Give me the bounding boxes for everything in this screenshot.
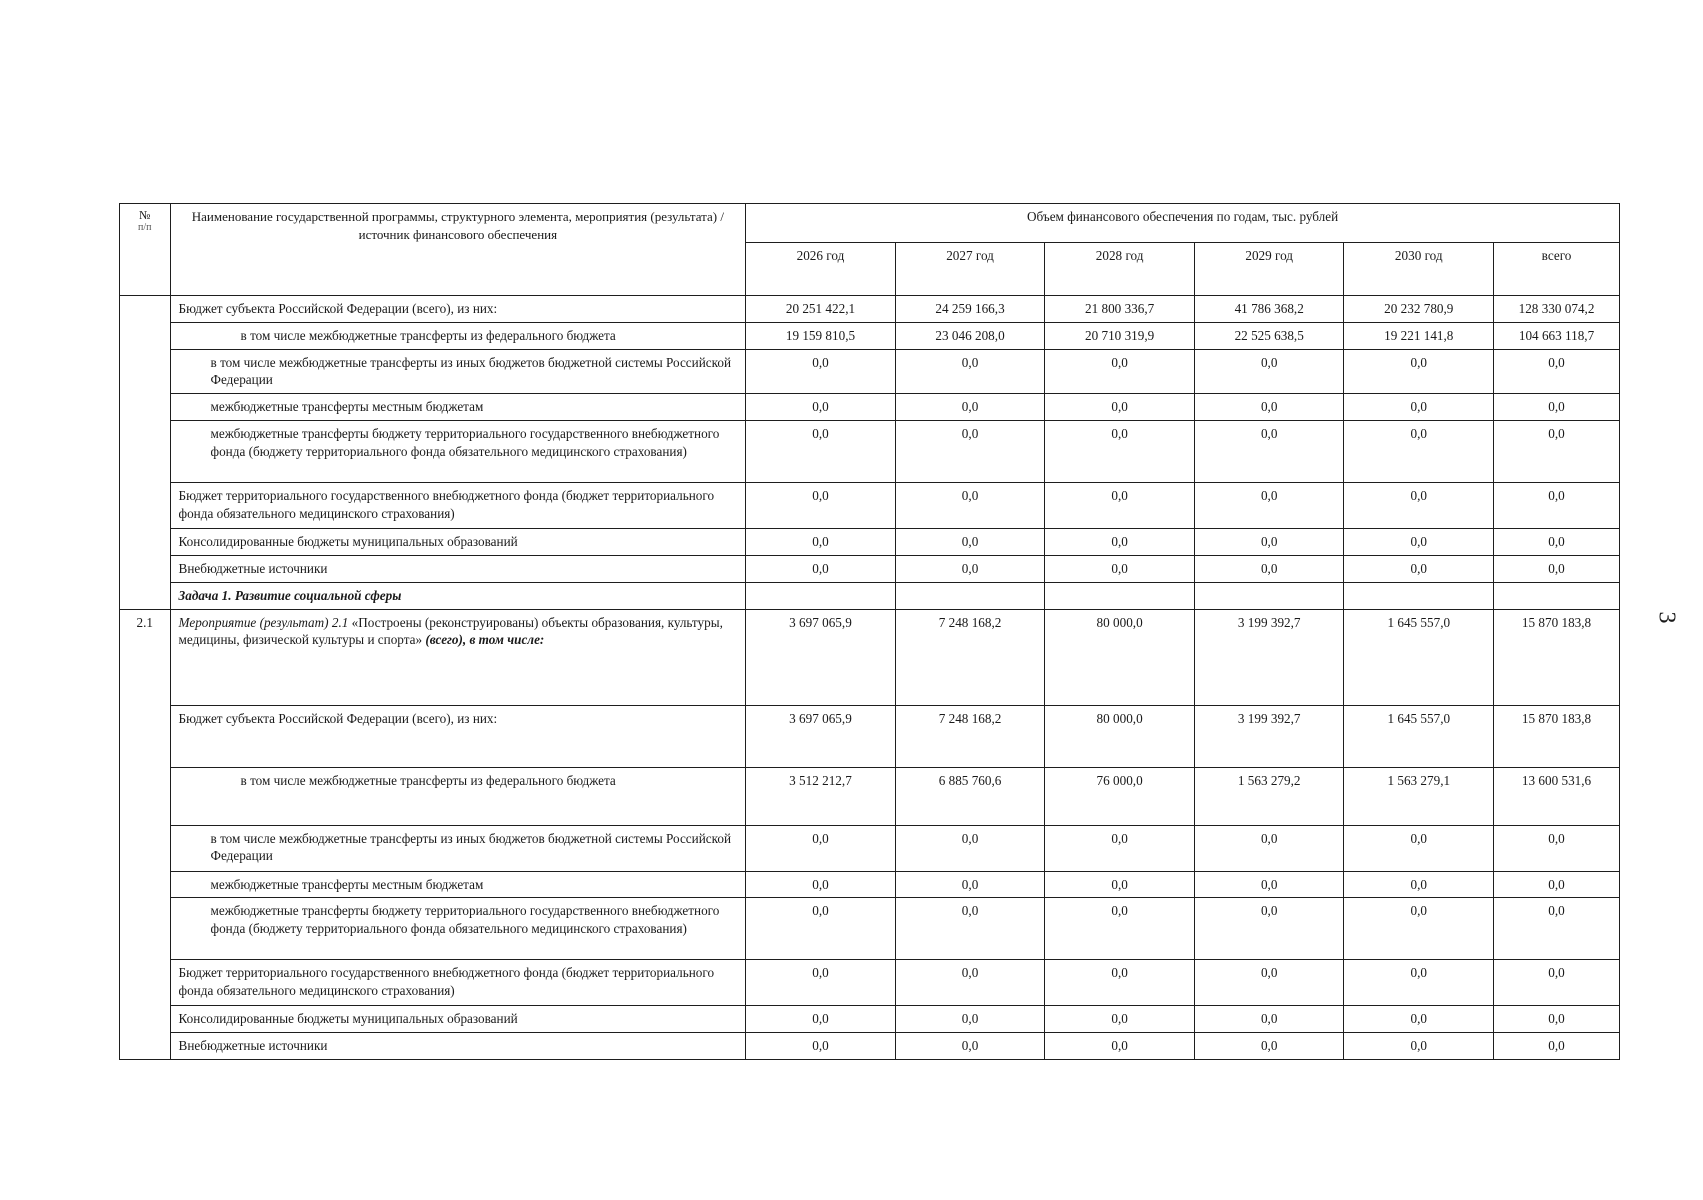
row-value: 7 248 168,2 xyxy=(895,705,1045,767)
header-year-2026: 2026 год xyxy=(746,243,896,296)
row-value: 13 600 531,6 xyxy=(1494,767,1620,825)
row-value: 3 512 212,7 xyxy=(746,767,896,825)
row-value: 0,0 xyxy=(746,349,896,394)
table-row xyxy=(120,767,1620,825)
row-value: 0,0 xyxy=(895,529,1045,556)
page-number: 3 xyxy=(1653,611,1680,624)
row-value: 15 870 183,8 xyxy=(1494,705,1620,767)
row-value: 0,0 xyxy=(1344,349,1494,394)
task-empty-cell xyxy=(1045,582,1195,609)
row-value: 0,0 xyxy=(746,483,896,529)
table-row xyxy=(120,871,1620,898)
header-number-cell xyxy=(120,204,171,296)
row-value: 0,0 xyxy=(1045,529,1195,556)
task-empty-cell xyxy=(1344,582,1494,609)
header-volume-cell xyxy=(746,204,1620,243)
row-value: 1 645 557,0 xyxy=(1344,705,1494,767)
row-value: 0,0 xyxy=(1344,825,1494,871)
row-value: 19 221 141,8 xyxy=(1344,322,1494,349)
row-label: Внебюджетные источники xyxy=(170,555,746,582)
financing-table xyxy=(119,203,1620,1060)
row-value: 0,0 xyxy=(1045,825,1195,871)
row-label: Бюджет субъекта Российской Федерации (всего), из них: xyxy=(170,296,746,323)
table-row xyxy=(120,349,1620,394)
event-value: 80 000,0 xyxy=(1045,609,1195,705)
row-value: 0,0 xyxy=(1344,483,1494,529)
table-row xyxy=(120,825,1620,871)
header-name: Наименование государственной программы, структурного элемента, мероприятия (результата) / источник финансового обеспечения xyxy=(191,209,724,242)
row-value: 0,0 xyxy=(1194,871,1344,898)
row-value: 0,0 xyxy=(746,394,896,421)
row-value: 0,0 xyxy=(1344,555,1494,582)
row-value: 0,0 xyxy=(1494,555,1620,582)
table-row xyxy=(120,421,1620,483)
event-label xyxy=(170,609,746,705)
row-value: 0,0 xyxy=(1344,898,1494,960)
task-empty-cell xyxy=(1494,582,1620,609)
event-value: 15 870 183,8 xyxy=(1494,609,1620,705)
row-value: 0,0 xyxy=(895,825,1045,871)
header-number-sub: п/п xyxy=(138,222,152,234)
row-value: 0,0 xyxy=(1494,421,1620,483)
row-label: межбюджетные трансферты местным бюджетам xyxy=(170,394,746,421)
row-value: 0,0 xyxy=(895,871,1045,898)
row-number-empty xyxy=(120,296,171,610)
row-value: 0,0 xyxy=(1045,555,1195,582)
row-value: 0,0 xyxy=(1344,394,1494,421)
row-value: 21 800 336,7 xyxy=(1045,296,1195,323)
header-number: № xyxy=(139,208,151,222)
row-value: 0,0 xyxy=(1194,529,1344,556)
event-row xyxy=(120,609,1620,705)
header-name-cell xyxy=(170,204,746,296)
row-label: Бюджет субъекта Российской Федерации (всего), из них: xyxy=(170,705,746,767)
row-value: 20 232 780,9 xyxy=(1344,296,1494,323)
header-year-2028: 2028 год xyxy=(1045,243,1195,296)
row-value: 0,0 xyxy=(1494,349,1620,394)
row-value: 0,0 xyxy=(1045,421,1195,483)
header-year-2030: 2030 год xyxy=(1344,243,1494,296)
row-value: 0,0 xyxy=(1045,871,1195,898)
row-value: 0,0 xyxy=(1045,898,1195,960)
row-value: 41 786 368,2 xyxy=(1194,296,1344,323)
row-value: 0,0 xyxy=(1494,483,1620,529)
row-value: 0,0 xyxy=(1194,898,1344,960)
table-row xyxy=(120,960,1620,1006)
row-value: 0,0 xyxy=(746,529,896,556)
event-label-body: «Построены (реконструированы) объекты образования, культуры, медицины, физической культуры и спорта» xyxy=(178,614,723,648)
row-value: 24 259 166,3 xyxy=(895,296,1045,323)
row-value: 0,0 xyxy=(1045,960,1195,1006)
row-value: 0,0 xyxy=(746,871,896,898)
row-value: 0,0 xyxy=(1045,1033,1195,1060)
event-label-tail: (всего), в том числе: xyxy=(422,632,545,648)
row-label: в том числе межбюджетные трансферты из федерального бюджета xyxy=(170,767,746,825)
table-row xyxy=(120,555,1620,582)
row-value: 0,0 xyxy=(1344,529,1494,556)
row-value: 22 525 638,5 xyxy=(1194,322,1344,349)
header-year-2029: 2029 год xyxy=(1194,243,1344,296)
row-value: 0,0 xyxy=(1194,483,1344,529)
row-value: 0,0 xyxy=(1494,1033,1620,1060)
row-value: 0,0 xyxy=(1194,555,1344,582)
row-label: Бюджет территориального государственного внебюджетного фонда (бюджет территориального фонда обязательного медицинского страхования) xyxy=(170,483,746,529)
row-value: 0,0 xyxy=(746,1033,896,1060)
row-value: 20 251 422,1 xyxy=(746,296,896,323)
row-value: 0,0 xyxy=(1344,1033,1494,1060)
row-value: 0,0 xyxy=(895,394,1045,421)
row-value: 0,0 xyxy=(746,960,896,1006)
event-value: 7 248 168,2 xyxy=(895,609,1045,705)
task-empty-cell xyxy=(746,582,896,609)
row-value: 0,0 xyxy=(1494,960,1620,1006)
row-value: 0,0 xyxy=(1344,871,1494,898)
row-label: Консолидированные бюджеты муниципальных образований xyxy=(170,1006,746,1033)
header-volume: Объем финансового обеспечения по годам, тыс. рублей xyxy=(1026,209,1339,224)
header-row-top xyxy=(120,204,1620,243)
header-total: всего xyxy=(1494,243,1620,296)
row-value: 0,0 xyxy=(1494,529,1620,556)
row-value: 0,0 xyxy=(746,898,896,960)
task-empty-cell xyxy=(1194,582,1344,609)
row-label: Консолидированные бюджеты муниципальных образований xyxy=(170,529,746,556)
row-value: 0,0 xyxy=(1344,421,1494,483)
row-value: 0,0 xyxy=(1344,1006,1494,1033)
row-value: 0,0 xyxy=(746,421,896,483)
row-label: в том числе межбюджетные трансферты из иных бюджетов бюджетной системы Российской Федерации xyxy=(170,825,746,871)
table-row xyxy=(120,705,1620,767)
table-row xyxy=(120,1033,1620,1060)
row-value: 3 697 065,9 xyxy=(746,705,896,767)
row-value: 80 000,0 xyxy=(1045,705,1195,767)
table-row xyxy=(120,296,1620,323)
row-value: 0,0 xyxy=(1194,349,1344,394)
row-value: 0,0 xyxy=(1494,394,1620,421)
row-value: 0,0 xyxy=(895,349,1045,394)
event-value: 1 645 557,0 xyxy=(1344,609,1494,705)
row-value: 0,0 xyxy=(1494,825,1620,871)
row-value: 0,0 xyxy=(1344,960,1494,1006)
row-value: 0,0 xyxy=(895,421,1045,483)
row-label: Внебюджетные источники xyxy=(170,1033,746,1060)
row-value: 0,0 xyxy=(1045,483,1195,529)
event-value: 3 697 065,9 xyxy=(746,609,896,705)
row-value: 0,0 xyxy=(1194,960,1344,1006)
event-number: 2.1 xyxy=(120,609,171,1059)
row-value: 0,0 xyxy=(895,898,1045,960)
table-row xyxy=(120,394,1620,421)
table-row xyxy=(120,483,1620,529)
row-value: 0,0 xyxy=(1194,825,1344,871)
row-value: 23 046 208,0 xyxy=(895,322,1045,349)
row-label: межбюджетные трансферты бюджету территориального государственного внебюджетного фонда (бюджету территориального фонда обязательного медицинского страхования) xyxy=(170,898,746,960)
table-row xyxy=(120,322,1620,349)
row-value: 20 710 319,9 xyxy=(1045,322,1195,349)
row-value: 0,0 xyxy=(895,960,1045,1006)
task-empty-cell xyxy=(895,582,1045,609)
row-value: 0,0 xyxy=(1494,871,1620,898)
row-value: 0,0 xyxy=(1194,1033,1344,1060)
row-value: 0,0 xyxy=(1045,349,1195,394)
row-value: 3 199 392,7 xyxy=(1194,705,1344,767)
row-value: 6 885 760,6 xyxy=(895,767,1045,825)
table-row xyxy=(120,1006,1620,1033)
row-value: 19 159 810,5 xyxy=(746,322,896,349)
row-label: межбюджетные трансферты бюджету территориального государственного внебюджетного фонда (бюджету территориального фонда обязательного медицинского страхования) xyxy=(170,421,746,483)
table-row xyxy=(120,898,1620,960)
row-value: 128 330 074,2 xyxy=(1494,296,1620,323)
row-value: 0,0 xyxy=(1194,1006,1344,1033)
row-label: Бюджет территориального государственного внебюджетного фонда (бюджет территориального фонда обязательного медицинского страхования) xyxy=(170,960,746,1006)
header-year-2027: 2027 год xyxy=(895,243,1045,296)
row-value: 1 563 279,1 xyxy=(1344,767,1494,825)
table-row xyxy=(120,529,1620,556)
row-value: 0,0 xyxy=(895,483,1045,529)
row-value: 76 000,0 xyxy=(1045,767,1195,825)
row-value: 0,0 xyxy=(1045,1006,1195,1033)
row-value: 0,0 xyxy=(1194,394,1344,421)
row-value: 1 563 279,2 xyxy=(1194,767,1344,825)
row-value: 0,0 xyxy=(895,1006,1045,1033)
row-value: 0,0 xyxy=(895,1033,1045,1060)
row-value: 0,0 xyxy=(746,1006,896,1033)
row-value: 0,0 xyxy=(746,825,896,871)
row-value: 0,0 xyxy=(1194,421,1344,483)
event-value: 3 199 392,7 xyxy=(1194,609,1344,705)
row-label: в том числе межбюджетные трансферты из федерального бюджета xyxy=(170,322,746,349)
row-label: в том числе межбюджетные трансферты из иных бюджетов бюджетной системы Российской Федерации xyxy=(170,349,746,394)
task-row xyxy=(120,582,1620,609)
row-value: 0,0 xyxy=(1494,898,1620,960)
event-label-lead: Мероприятие (результат) 2.1 xyxy=(178,614,349,630)
row-value: 0,0 xyxy=(895,555,1045,582)
row-value: 0,0 xyxy=(1045,394,1195,421)
row-value: 0,0 xyxy=(1494,1006,1620,1033)
row-value: 104 663 118,7 xyxy=(1494,322,1620,349)
row-value: 0,0 xyxy=(746,555,896,582)
row-label: межбюджетные трансферты местным бюджетам xyxy=(170,871,746,898)
task-label: Задача 1. Развитие социальной сферы xyxy=(170,582,746,609)
